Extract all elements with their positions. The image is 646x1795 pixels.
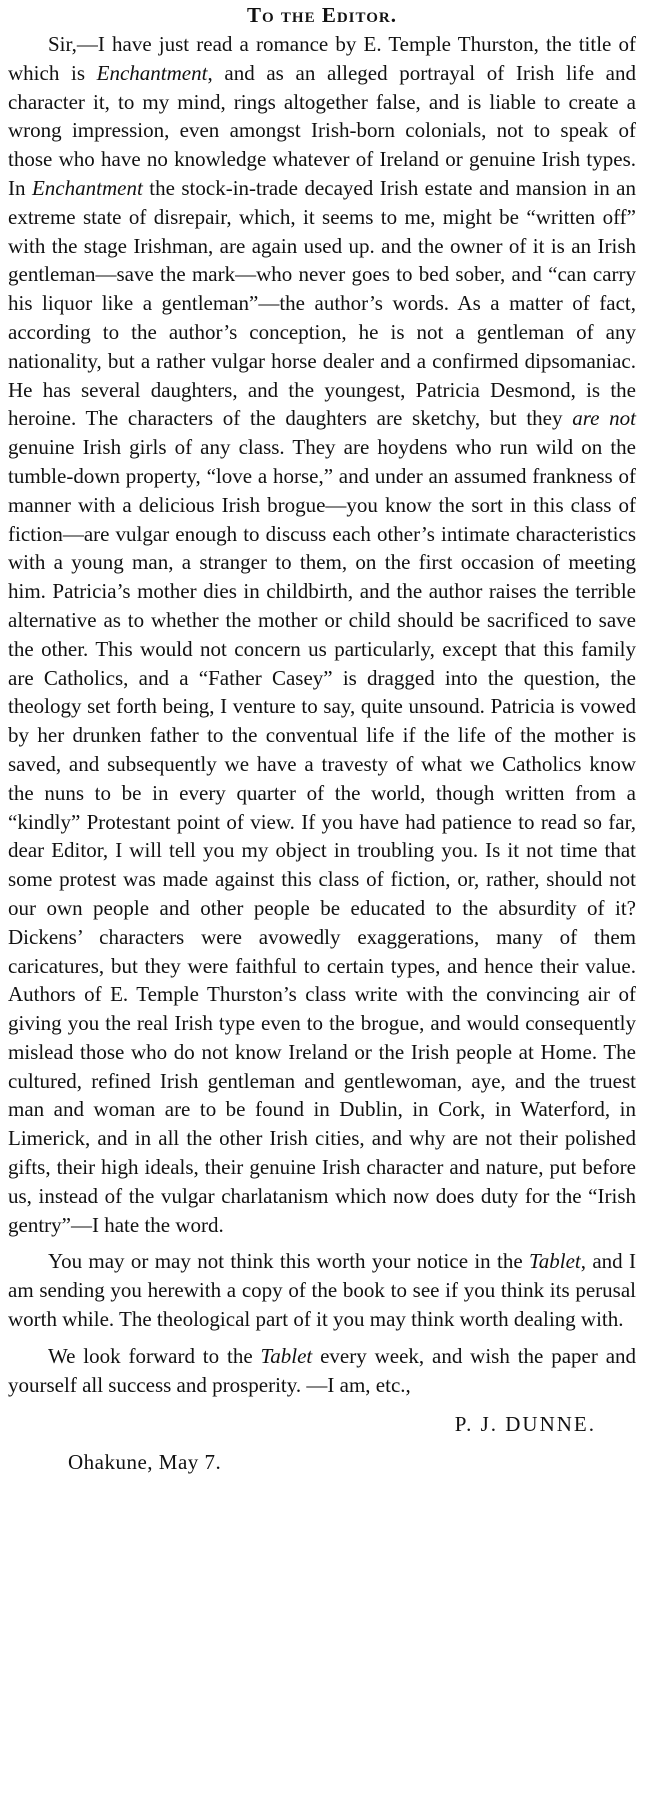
paragraph-main-part-1: Sir,—I have just read a romance by E. Temple Thurston, the title of which is xyxy=(8,32,636,85)
emphasis-text: are not xyxy=(572,406,636,431)
paragraph-main-part-2: , and as an alleged portrayal of Irish life and character it, to my mind, rings altogether false, and is liable to create a wrong impression, even amongst Irish-born colonials, not to speak of those who have no knowledge whatever of Ireland or genuine Irish types. In xyxy=(8,60,637,200)
paragraph-main-part-3: the stock-in-trade decayed Irish estate and mansion in an extreme state of disrepair, which, it seems to me, might be “written off” with the stage Irishman, are again used up. and the owner of it is an Irish gentleman—save the mark—who never goes to bed sober, and “can carry his liquor like a gentleman”—the author’s words. As a matter of fact, according to the author’s conception, he is not a gentleman of any nationality, but a rather vulgar horse dealer and a confirmed dipsomaniac. He has several daughters, and the youngest, Patricia Desmond, is the heroine. The characters of the daughters are sketchy, but they xyxy=(8,175,636,431)
publication-title: Tablet xyxy=(260,1343,313,1368)
place-date: Ohakune, May 7. xyxy=(68,1450,222,1475)
paragraph-main-part-4: genuine Irish girls of any class. They are hoydens who run wild on the tumble-down property, “love a horse,” and under an assumed frankness of manner with a delicious Irish brogue—you know the sort in this class of fiction—are vulgar enough to discuss each other’s intimate characteristics with a young man, a stranger to them, on the first occasion of meeting him. Patricia’s mother dies in childbirth, and the author raises the terrible alternative as to whether the mother or child should be sacrificed to save the other. This would not concern us particularly, except that this family are Catholics, and a “Father Casey” is dragged into the question, the theology set forth being, I venture to say, quite unsound. Patricia is vowed by her drunken father to the conventual life if the life of the mother is saved, and subsequently we have a travesty of what we Catholics know the nuns to be in every quarter of the world, though written from a “kindly” Protestant point of view. If you have had patience to read so far, dear Editor, I will tell you my object in troubling you. Is it not time that some protest was made against this class of fiction, or, rather, should not our own people and other people be educated to the absurdity of it? Dickens’ characters were avowedly exaggerations, many of them caricatures, but they were faithful to certain types, and hence their value. Authors of E. Temple Thurston’s class write with the convincing air of giving you the real Irish type even to the brogue, and would consequently mislead those who do not know Ireland or the Irish people at Home. The cultured, refined Irish gentleman and gentlewoman, aye, and the truest man and woman are to be found in Dublin, in Cork, in Waterford, in Limerick, and in all the other Irish cities, and why are not their polished gifts, their high ideals, their genuine Irish character and nature, put before us, instead of the vulgar charlatanism which now does duty for the “Irish gentry”—I hate the word. xyxy=(8,435,636,1237)
letter-body xyxy=(8,30,636,1399)
book-title: Enchantment xyxy=(31,175,143,200)
paragraph-main xyxy=(8,30,636,1239)
paragraph-closing-part-2: every week, and wish the paper and yourself all success and prosperity. —I am, etc., xyxy=(8,1343,637,1397)
paragraph-closing-part-1: We look forward to the xyxy=(48,1343,261,1368)
publication-title: Tablet xyxy=(529,1249,581,1274)
paragraph-notice xyxy=(8,1247,636,1333)
paragraph-notice-part-2: , and I am sending you herewith a copy of the book to see if you think its perusal worth while. The theological part of it you may think worth dealing with. xyxy=(8,1249,636,1332)
letter-heading xyxy=(8,0,636,30)
book-title: Enchantment xyxy=(96,60,208,85)
signature: P. J. DUNNE. xyxy=(454,1412,596,1437)
heading-text: To the Editor. xyxy=(246,3,397,27)
paragraph-notice-part-1: You may or may not think this worth your notice in the xyxy=(48,1249,530,1274)
paragraph-closing xyxy=(8,1342,636,1400)
